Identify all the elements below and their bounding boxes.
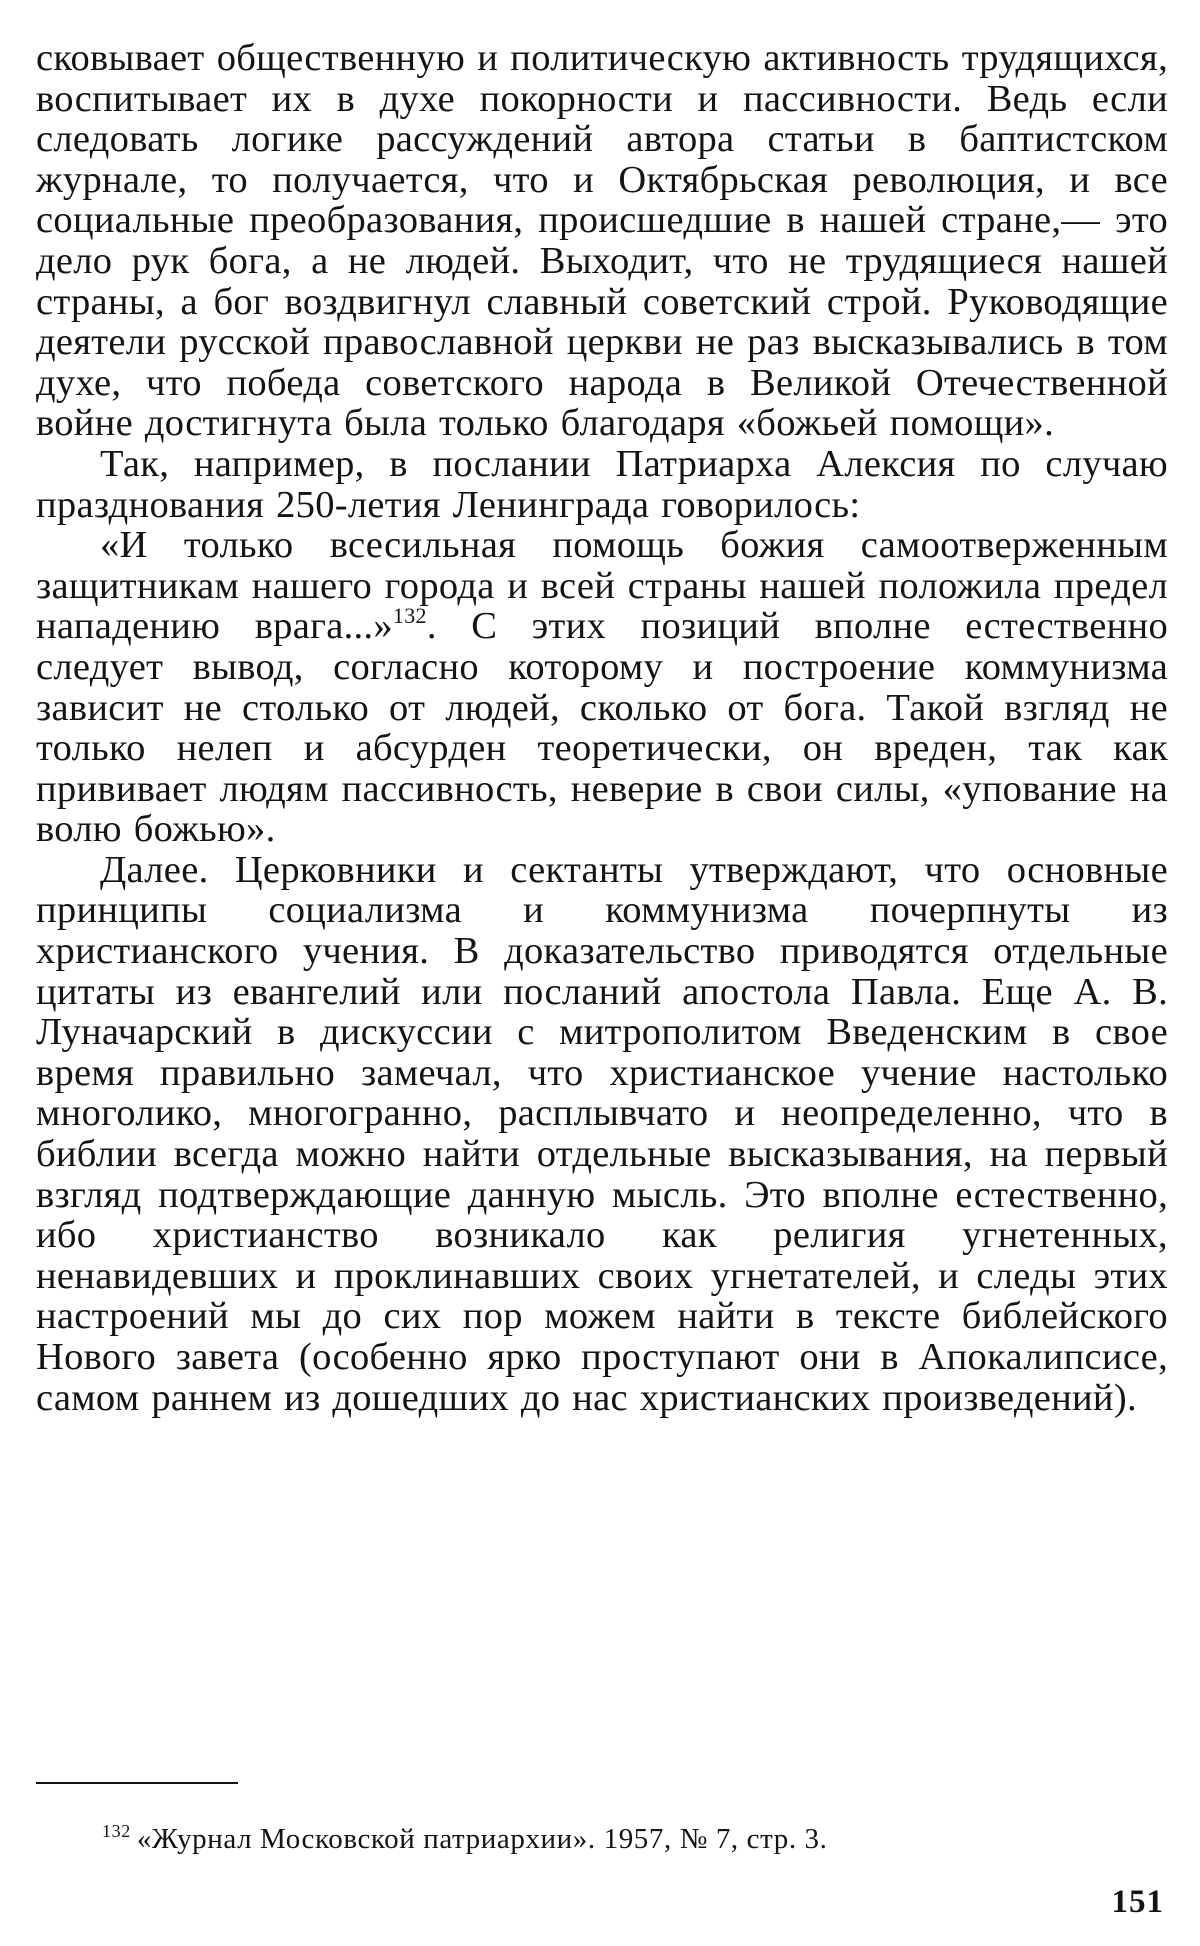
footnote bbox=[102, 1822, 827, 1856]
paragraph-3 bbox=[36, 525, 1168, 850]
footnote-number: 132 bbox=[102, 1821, 131, 1841]
page-number: 151 bbox=[1111, 1884, 1164, 1920]
paragraph-4: Далее. Церковники и сектанты утверждают, что основные принципы социализма и коммунизма почерпнуты из христианского учения. В доказательство приводятся отдельные цитаты из евангелий или посланий апостола Павла. Еще А. В. Луначарский в дискуссии с митрополитом Введенским в свое время правильно замечал, что христианское учение настолько многолико, многогранно, расплывчато и неопределенно, что в библии всегда можно найти отдельные высказывания, на первый взгляд подтверждающие данную мысль. Это вполне естественно, ибо христианство возникало как религия угнетенных, ненавидевших и проклинавших своих угнетателей, и следы этих настроений мы до сих пор можем найти в тексте библейского Нового завета (особенно ярко проступают они в Апокалипсисе, самом раннем из дошедших до нас христианских произведений). bbox=[36, 848, 1168, 1419]
page-body bbox=[36, 38, 1168, 1418]
paragraph-3-quote: «И только всесильная помощь божия самоотверженным защитникам нашего города и всей страны нашей положила предел нападению врага...» bbox=[36, 524, 1168, 648]
footnote-reference: 132 bbox=[392, 603, 427, 629]
paragraph-2: Так, например, в послании Патриарха Алексия по случаю празднования 250-летия Ленинграда говорилось: bbox=[36, 442, 1168, 526]
paragraph-1: сковывает общественную и политическую активность трудящихся, воспитывает их в духе покорности и пассивности. Ведь если следовать логике рассуждений автора статьи в баптистском журнале, то получается, что и Октябрьская революция, и все социальные преобразования, происшедшие в нашей стране,— это дело рук бога, а не людей. Выходит, что не трудящиеся нашей страны, а бог воздвигнул славный советский строй. Руководящие деятели русской православной церкви не раз высказывались в том духе, что победа советского народа в Великой Отечественной войне достигнута была только благодаря «божьей помощи». bbox=[36, 37, 1168, 445]
footnote-divider bbox=[36, 1782, 238, 1784]
paragraph-3-continuation: . С этих позиций вполне естественно следует вывод, согласно которому и построение коммунизма зависит не столько от людей, сколько от бога. Такой взгляд не только нелеп и абсурден теоретически, он вреден, так как прививает людям пассивность, неверие в свои силы, «упование на волю божью». bbox=[36, 605, 1168, 851]
footnote-text: «Журнал Московской патриархии». 1957, № 7, стр. 3. bbox=[136, 1823, 828, 1855]
